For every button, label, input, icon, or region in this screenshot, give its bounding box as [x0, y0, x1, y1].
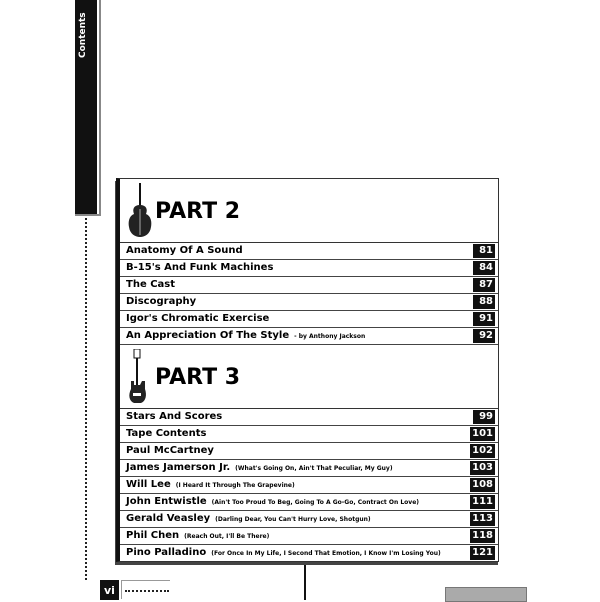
toc-entry[interactable] [120, 243, 498, 260]
entry-title: B-15's And Funk Machines [126, 262, 274, 273]
dotted-divider [85, 218, 87, 580]
toc-entry[interactable] [120, 328, 498, 345]
entry-page-number: 121 [472, 547, 493, 558]
entry-page-number: 92 [473, 329, 495, 343]
entry-page-number: 87 [473, 278, 495, 292]
entry-title: James Jamerson Jr. [126, 462, 231, 473]
contents-sidebar-tab [75, 0, 99, 214]
part-header [120, 345, 498, 409]
entry-title: Phil Chen [126, 530, 180, 541]
entry-page-number: 81 [473, 244, 495, 258]
toc-entry[interactable] [120, 409, 498, 426]
entry-page-number: 113 [472, 513, 493, 524]
entry-title: Tape Contents [126, 428, 207, 439]
entry-title: An Appreciation Of The Style [126, 330, 290, 341]
entry-page-number: 118 [472, 530, 493, 541]
entry-subtitle: (Reach Out, I'll Be There) [184, 533, 270, 540]
entry-subtitle: (For Once In My Life, I Second That Emotion, I Know I'm Losing You) [211, 550, 441, 557]
toc-entry[interactable] [120, 545, 498, 561]
page-number: vi [100, 580, 119, 600]
toc-entry[interactable] [120, 294, 498, 311]
toc-entry[interactable] [120, 528, 498, 545]
entry-title: Igor's Chromatic Exercise [126, 313, 270, 324]
entry-subtitle: (Darling Dear, You Can't Hurry Love, Shotgun) [215, 516, 371, 523]
entry-page-number: 88 [473, 295, 495, 309]
toc-entry[interactable] [120, 460, 498, 477]
part-title: PART 3 [155, 365, 241, 390]
part-header [120, 179, 498, 243]
sidebar-label: Contents [78, 12, 88, 58]
entry-title: Paul McCartney [126, 445, 214, 456]
entry-title: John Entwistle [126, 496, 207, 507]
toc-entry[interactable] [120, 311, 498, 328]
toc-entry[interactable] [120, 426, 498, 443]
toc-entry[interactable] [120, 477, 498, 494]
entry-title: Stars And Scores [126, 411, 223, 422]
divider-line [304, 562, 306, 600]
entry-page-number: 111 [472, 496, 493, 507]
entry-title: Pino Palladino [126, 547, 207, 558]
toc-box [116, 178, 499, 562]
entry-page-number: 91 [473, 312, 495, 326]
entry-subtitle: (Ain't Too Proud To Beg, Going To A Go-Go, Contract On Love) [211, 499, 420, 506]
entry-subtitle: - by Anthony Jackson [294, 333, 366, 340]
toc-entry[interactable] [120, 277, 498, 294]
entry-title: Anatomy Of A Sound [126, 245, 243, 256]
entry-title: Gerald Veasley [126, 513, 211, 524]
entry-title: Discography [126, 296, 197, 307]
entry-title: Will Lee [126, 479, 171, 490]
entry-page-number: 103 [472, 462, 493, 473]
entry-title: The Cast [126, 279, 176, 290]
entry-page-number: 84 [473, 261, 495, 275]
entry-subtitle: (What's Going On, Ain't That Peculiar, My Guy) [235, 465, 393, 472]
toc-entry[interactable] [120, 443, 498, 460]
entry-page-number: 101 [472, 428, 493, 439]
entry-page-number: 99 [473, 410, 495, 424]
part-title: PART 2 [155, 199, 241, 224]
entry-subtitle: (I Heard It Through The Grapevine) [175, 482, 295, 489]
toc-entry[interactable] [120, 511, 498, 528]
entry-page-number: 108 [472, 479, 493, 490]
toc-entry[interactable] [120, 260, 498, 277]
dotted-divider [121, 580, 170, 599]
entry-page-number: 102 [472, 445, 493, 456]
toc-entry[interactable] [120, 494, 498, 511]
